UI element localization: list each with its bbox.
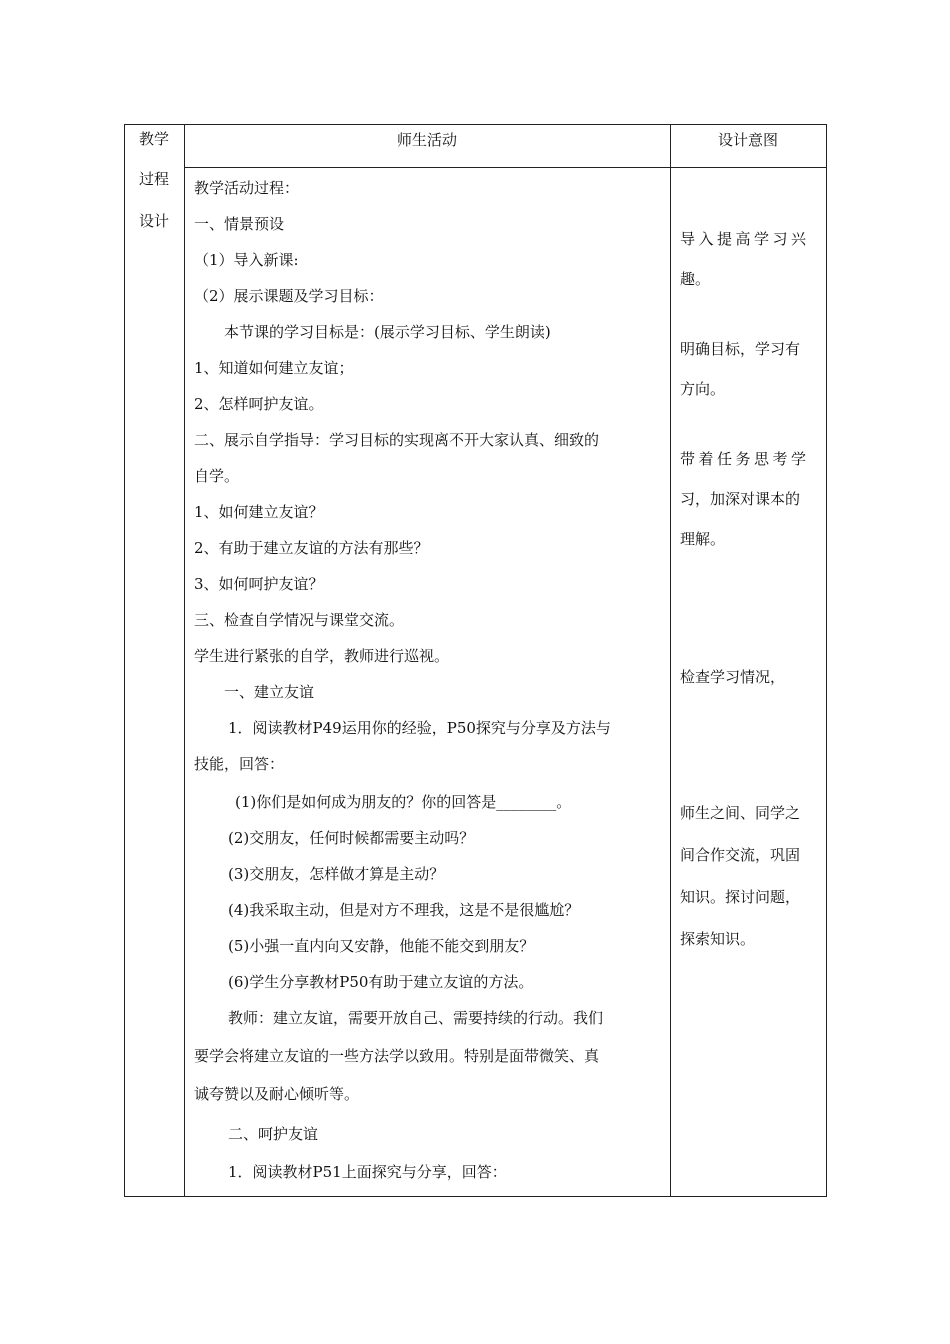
activity-line: 一、建立友谊 (224, 683, 315, 701)
activity-line: 二、呵护友谊 (228, 1125, 319, 1143)
activity-line: （1）导入新课: (194, 251, 299, 269)
activity-line: 要学会将建立友谊的一些方法学以致用。特别是面带微笑、真 (194, 1047, 600, 1065)
label-design: 设计 (138, 212, 169, 230)
activity-line: 一、情景预设 (194, 215, 285, 233)
activity-line: 3、如何呵护友谊？ (194, 575, 324, 593)
lesson-plan-table (124, 124, 827, 1197)
activity-line: （2）展示课题及学习目标： (194, 287, 384, 305)
activity-line: 2、有助于建立友谊的方法有那些？ (194, 539, 429, 557)
header-activities: 师生活动 (396, 131, 457, 149)
intent-line: 习，加深对课本的 (680, 490, 801, 508)
activity-line: 本节课的学习目标是：(展示学习目标、学生朗读) (224, 323, 551, 341)
table-left-border (124, 124, 125, 1197)
activity-line: 诚夸赞以及耐心倾听等。 (194, 1085, 360, 1103)
activity-line: 技能，回答： (194, 755, 285, 773)
activity-line: 1、知道如何建立友谊； (194, 359, 354, 377)
header-divider (184, 167, 827, 168)
activity-line: (1)你们是如何成为朋友的？你的回答是________。 (235, 793, 572, 811)
activity-line: (3)交朋友，怎样做才算是主动？ (228, 865, 445, 883)
table-bottom-border (124, 1196, 827, 1197)
activity-line: 2、怎样呵护友谊。 (194, 395, 324, 413)
activity-line: (4)我采取主动，但是对方不理我，这是不是很尴尬？ (228, 901, 580, 919)
activity-line: 二、展示自学指导：学习目标的实现离不开大家认真、细致的 (194, 431, 600, 449)
activity-line: 1、如何建立友谊？ (194, 503, 324, 521)
activity-line: 教师：建立友谊，需要开放自己、需要持续的行动。我们 (228, 1009, 604, 1027)
intent-line: 理解。 (680, 530, 726, 548)
intent-line: 带着任务思考学 (680, 450, 810, 468)
intent-line: 知识。探讨问题， (680, 888, 801, 906)
activity-line: 教学活动过程： (194, 179, 300, 197)
activity-line: (5)小强一直内向又安静，他能不能交到朋友？ (228, 937, 535, 955)
activity-line: 1．阅读教材P51上面探究与分享，回答： (228, 1163, 507, 1181)
intent-line: 明确目标，学习有 (680, 340, 801, 358)
intent-line: 探索知识。 (680, 930, 756, 948)
header-design-intent: 设计意图 (717, 131, 778, 149)
activity-line: 三、检查自学情况与课堂交流。 (194, 611, 405, 629)
activity-line: 1．阅读教材P49运用你的经验，P50探究与分享及方法与 (228, 719, 611, 737)
column-divider-2 (670, 124, 671, 1197)
header-teaching: 教学 (138, 130, 169, 148)
label-process: 过程 (138, 170, 169, 188)
intent-line: 趣。 (680, 270, 711, 288)
activity-line: (6)学生分享教材P50有助于建立友谊的方法。 (228, 973, 534, 991)
intent-line: 师生之间、同学之 (680, 804, 801, 822)
activity-line: 自学。 (194, 467, 240, 485)
table-right-border (826, 124, 827, 1197)
activity-line: (2)交朋友，任何时候都需要主动吗？ (228, 829, 475, 847)
intent-line: 导入提高学习兴 (680, 230, 810, 248)
intent-line: 方向。 (680, 380, 726, 398)
activity-line: 学生进行紧张的自学，教师进行巡视。 (194, 647, 450, 665)
intent-line: 间合作交流，巩固 (680, 846, 801, 864)
intent-line: 检查学习情况， (680, 668, 786, 686)
column-divider-1 (184, 124, 185, 1197)
